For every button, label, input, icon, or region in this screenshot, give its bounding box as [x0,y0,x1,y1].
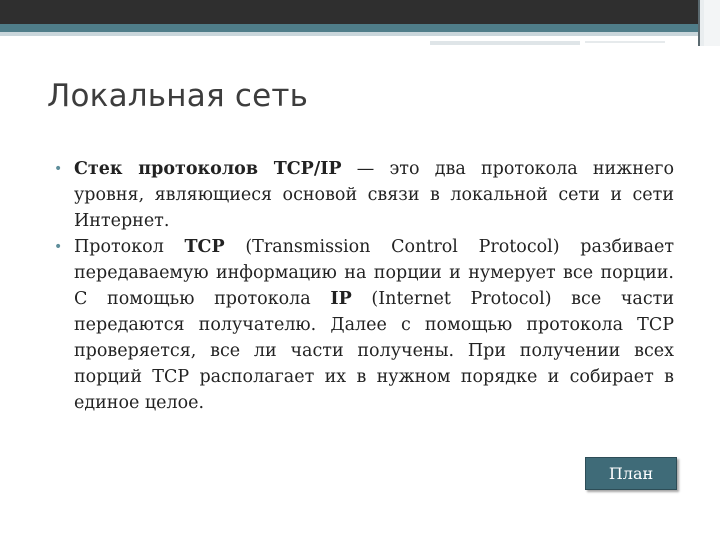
header-light-band [0,32,720,36]
bullet-2-part-1: Протокол [74,237,185,257]
bullet-item-tcpip-stack [52,156,674,234]
bullet-2-part-5: (Internet Protocol) все части передаются получателю. Далее с помощью протокола TCP проверяется, все ли части получены. При получении всех порций TCP располагает их в нужном порядке и собирает в единое целое. [74,289,674,413]
slide-content [52,156,674,416]
header-accent-line [430,41,580,45]
bullet-list [52,156,674,416]
bullet-1-part-1: Стек протоколов TCP/IP [74,159,342,179]
bullet-2-part-2: TCP [184,237,225,257]
header-corner-box-inner [704,0,720,46]
header-teal-band [0,24,720,32]
header-accent-line-short [585,41,665,43]
bullet-icon: • [54,239,63,255]
bullet-1-part-2: — это два протокола нижнего уровня, являющиеся основой связи в локальной сети и сети Интернет. [74,159,675,231]
bullet-item-tcp-protocol [52,234,674,416]
header-dark-band [0,0,720,24]
bullet-2-part-4: IP [330,289,352,309]
bullet-2-part-3: (Transmission Control Protocol) разбивает передаваемую информацию на порции и нумерует все порции. С помощью протокола [74,237,674,309]
bullet-icon: • [54,161,63,177]
plan-button[interactable]: План [585,457,677,490]
slide-title: Локальная сеть [47,78,309,114]
